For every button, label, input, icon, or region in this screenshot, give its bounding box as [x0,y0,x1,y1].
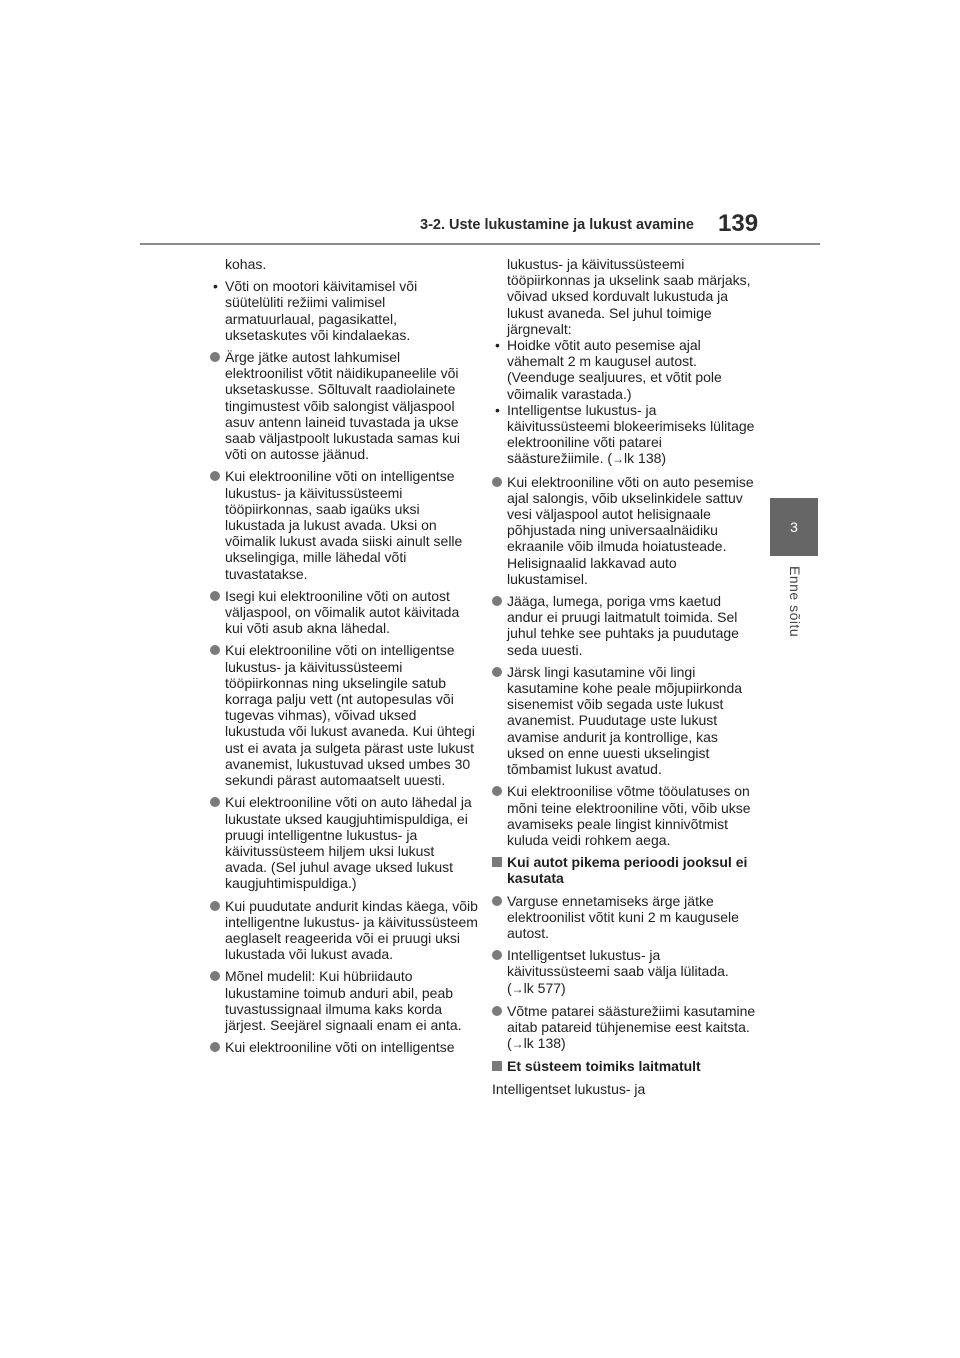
arrow-right-icon: → [511,981,524,996]
page-number: 139 [718,210,759,237]
bullet-item [492,593,756,658]
bullet-icon [492,596,502,606]
bullet-item [492,664,756,777]
bullet-item [210,468,478,581]
bullet-item [210,1039,478,1055]
dash-list [492,337,756,468]
bullet-item [210,898,478,963]
dash-item-text: Hoidke võtit auto pesemise ajal vähemalt 2 m kaugusel autost. (Veenduge sealjuures, et võtit pole võimalik varastada.) [507,337,722,402]
bullet-text: Jääga, lumega, poriga vms kaetud andur ei pruugi laitmatult toimida. Sel juhul tehke see puhtaks ja puudutage seda uuesti. [507,593,739,658]
dash-list [210,278,478,343]
header-divider [140,243,820,245]
bullet-text: Kui puudutate andurit kindas käega, võib intelligentne lukustus- ja käivitussüsteem aeglaselt reageerida või ei pruugi uksi lukustada või lukust avada. [225,897,478,963]
square-bullet-icon [492,857,502,867]
section-heading [492,1058,756,1074]
bullet-item [210,968,478,1033]
bullet-item [492,1003,756,1053]
dash-marker: • [495,337,500,354]
chapter-tab [770,498,818,556]
bullet-item [492,783,756,848]
bullet-text: Võtme patarei säästurežiimi kasutamine aitab patareid tühjenemise eest kaitsta. ( [507,1002,756,1052]
section-title: 3-2. Uste lukustamine ja lukust avamine [420,217,694,233]
bullet-icon [210,1042,220,1052]
bullet-item [210,794,478,891]
bullet-icon [492,950,502,960]
dash-item-text: Võti on mootori käivitamisel või süütelüliti režiimi valimisel armatuurlaual, pagasikattel, uksetaskutes või kindalaekas. [225,278,418,343]
section-heading-text: Kui autot pikema perioodi jooksul ei kasutata [507,854,748,887]
body-text: Intelligentset lukustus- ja [492,1080,646,1097]
page-reference[interactable]: lk 138) [624,450,667,467]
bullet-text: Kui elektrooniline võti on intelligentse lukustus- ja käivitussüsteemi tööpiirkonnas, saab igaüks uksi lukustada ja lukust avada. Uksi on võimalik lukust avada siiski ainult selle ukselingiga, mille lähedal võti tuvastatakse. [225,468,463,582]
bullet-text: Mõnel mudelil: Kui hübriidauto lukustamine toimub anduri abil, peab tuvastussignaal ilmuma kaks korda järjest. Seejärel signaali enam ei anta. [225,968,462,1033]
bullet-text: Intelligentset lukustus- ja käivitussüsteemi saab välja lülitada. [507,947,729,980]
bullet-text: Kui elektrooniline võti on intelligentse [225,1039,455,1056]
ref-open-paren: ( [507,979,512,996]
bullet-icon [210,901,220,911]
dash-item [492,337,756,402]
dash-item [210,278,478,343]
dash-item-text: Intelligentse lukustus- ja käivitussüsteemi blokeerimiseks lülitage elektrooniline võti patarei säästurežiimile. ( [507,401,755,467]
page-reference[interactable]: lk 577) [523,979,566,996]
bullet-text: Ärge jätke autost lahkumisel elektroonilist võtit näidikupaneelile või uksetaskusse. Sõltuvalt raadiolainete tingimustest võib salongist väljaspool asuv antenn laineid tuvastada ja ukse saab väljastpoolt lukustada samas kui võti on autosse jäänud. [225,349,461,463]
bullet-text: Kui elektrooniline võti on auto pesemise ajal salongis, võib ukselinkidele sattuv vesi väljaspool autot helisignaale põhjustada ning universaalnäidiku ekraanile võib ilmuda hoiatusteade. Helisignaalid lakkavad auto lukustamisel. [507,473,754,587]
chapter-label: Enne sõitu [787,566,803,638]
arrow-right-icon: → [612,452,625,467]
arrow-right-icon: → [511,1037,524,1052]
bullet-icon [492,896,502,906]
bullet-item [492,474,756,587]
bullet-item [210,588,478,637]
section-heading [492,854,756,886]
bullet-item [492,893,756,942]
bullet-icon [492,786,502,796]
right-column [492,256,756,1103]
bullet-text: Kui elektroonilise võtme tööulatuses on mõni teine elektrooniline võti, võib ukse avamiseks peale lingist kinnivõtmist kuluda veidi rohkem aega. [507,783,751,848]
bullet-text: Varguse ennetamiseks ärge jätke elektroonilist võtit kuni 2 m kaugusele autost. [507,892,739,941]
bullet-text: Isegi kui elektrooniline võti on autost väljaspool, on võimalik autot käivitada kui võti asub akna lähedal. [225,587,460,637]
bullet-item [210,642,478,788]
dash-marker: • [495,401,500,418]
bullet-text: Kui elektrooniline võti on intelligentse lukustus- ja käivitussüsteemi tööpiirkonnas ning ukselingile satub korraga palju vett (nt autopesulas või tugevas vihmas), võivad uksed lukustuda või lukust avaneda. Kui ühtegi ust ei avata ja sulgeta pärast uste lukust avanemist, lukustuvad uksed umbes 30 sekundi pärast automaatselt uuesti. [225,642,475,789]
bullet-icon [210,797,220,807]
bullet-icon [492,477,502,487]
continued-text: kohas. [225,256,267,272]
bullet-item [492,947,756,997]
bullet-icon [210,471,220,481]
bullet-icon [210,971,220,981]
bullet-text: Kui elektrooniline võti on auto lähedal ja lukustate uksed kaugjuhtimispuldiga, ei pruugi intelligentne lukustus- ja käivitussüsteem hiljem uksi lukust avada. (Sel juhul avage uksed lukust kaugjuhtimispuldiga.) [225,794,472,892]
bullet-icon [492,1006,502,1016]
dash-item [492,402,756,468]
continued-text: lukustus- ja käivitussüsteemi tööpiirkonnas ja ukselink saab märjaks, võivad uksed korduvalt lukustuda ja lukust avaneda. Sel juhul toimige järgnevalt: [507,256,751,337]
page-reference[interactable]: lk 138) [523,1035,566,1052]
dash-marker: • [213,278,218,295]
bullet-icon [492,667,502,677]
bullet-icon [210,591,220,601]
bullet-text: Järsk lingi kasutamine või lingi kasutamine kohe peale mõjupiirkonda sisenemist võib segada uste lukust avanemist. Puudutage uste lukust avamise andurit ja kontrollige, kas uksed on enne uuesti ukselingist tõmbamist lukust avatud. [507,663,743,778]
square-bullet-icon [492,1061,502,1071]
bullet-icon [210,645,220,655]
section-heading-text: Et süsteem toimiks laitmatult [507,1058,701,1075]
left-column [210,256,478,1061]
chapter-number: 3 [790,519,798,535]
bullet-item [210,349,478,462]
bullet-icon [210,352,220,362]
